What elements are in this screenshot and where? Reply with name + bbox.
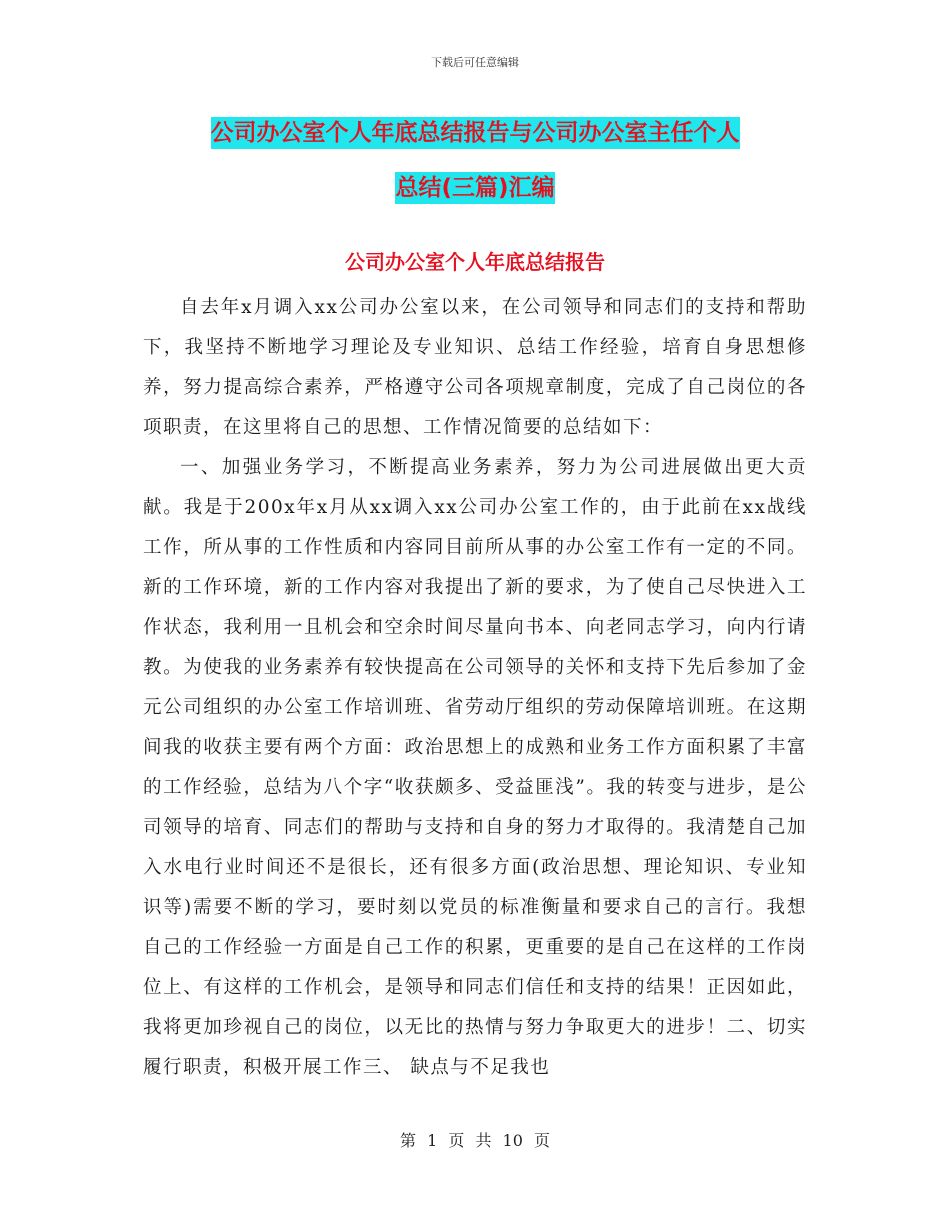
title-line-1: 公司办公室个人年底总结报告与公司办公室主任个人 xyxy=(211,117,740,149)
paragraph: 一、加强业务学习，不断提高业务素养，努力为公司进展做出更大贡献。我是于200x年x月从xx调入xx公司办公室工作的，由于此前在xx战线工作，所从事的工作性质和内容同目前所从事的办公室工作有一定的不同。新的工作环境，新的工作内容对我提出了新的要求，为了使自己尽快进入工作状态，我利用一且机会和空余时间尽量向书本、向老同志学习，向内行请教。为使我的业务素养有较快提高在公司领导的关怀和支持下先后参加了金元公司组织的办公室工作培训班、省劳动厅组织的劳动保障培训班。在这期间我的收获主要有两个方面：政治思想上的成熟和业务工作方面积累了丰富的工作经验，总结为八个字“收获颇多、受益匪浅”。我的转变与进步，是公司领导的培育、同志们的帮助与支持和自身的努力才取得的。我清楚自己加入水电行业时间还不是很长，还有很多方面(政治思想、理论知识、专业知识等)需要不断的学习，要时刻以党员的标准衡量和要求自己的言行。我想自己的工作经验一方面是自己工作的积累，更重要的是自己在这样的工作岗位上、有这样的工作机会，是领导和同志们信任和支持的结果！正因如此，我将更加珍视自己的岗位，以无比的热情与努力争取更大的进步！二、切实履行职责，积极开展工作三、 缺点与不足我也 xyxy=(143,457,807,1078)
body-text xyxy=(143,288,807,1088)
title-line-2: 总结(三篇)汇编 xyxy=(395,172,554,204)
header-note: 下载后可任意编辑 xyxy=(431,56,519,69)
paragraph: 自去年x月调入xx公司办公室以来，在公司领导和同志们的支持和帮助下，我坚持不断地学习理论及专业知识、总结工作经验，培育自身思想修养，努力提高综合素养，严格遵守公司各项规章制度，完成了自己岗位的各项职责，在这里将自己的思想、工作情况简要的总结如下： xyxy=(143,297,807,438)
section-title: 公司办公室个人年底总结报告 xyxy=(345,250,605,274)
page-footer: 第 1 页 共 10 页 xyxy=(400,1131,550,1150)
document-title xyxy=(140,106,810,216)
